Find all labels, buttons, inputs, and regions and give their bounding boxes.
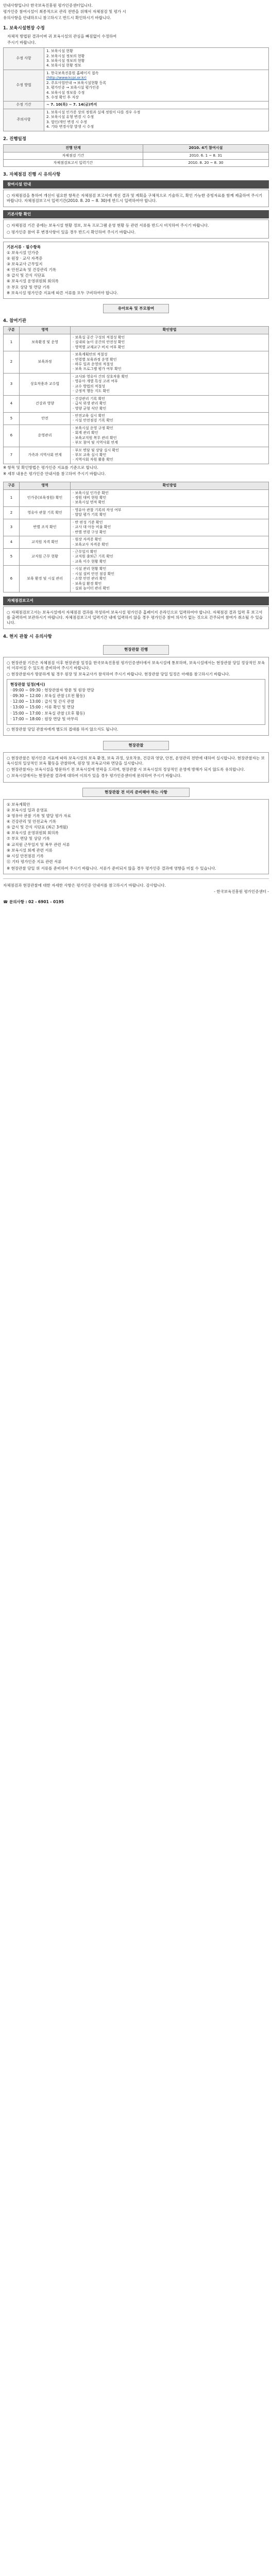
row-line: · 영유아 관찰 기록의 작성 여부 bbox=[73, 507, 122, 512]
list-item: ⑦ 부모 상담 및 면담 기록 bbox=[7, 284, 50, 290]
row-area: 영유아 관찰 기록 확인 bbox=[20, 506, 71, 519]
row-desc bbox=[71, 373, 269, 395]
table-row bbox=[4, 160, 269, 167]
row-line: 4. 보육시설 정보를 수정 bbox=[46, 90, 85, 95]
box-text: ○ 현장관찰은 평가인증 지표에 따라 보육시설의 보육 환경, 보육 과정, 상호작용, 건강과 영양, 안전, 운영관리 전반에 대하여 실시합니다. 현장관찰자는 보육시설의 일상적인 보육 활동을 관찰하며, 원장 및 보육교사와 면담을 실시합니다. bbox=[7, 756, 265, 766]
table-row bbox=[4, 109, 269, 131]
table-row bbox=[4, 70, 269, 101]
table-row bbox=[4, 536, 269, 549]
row-area: 안전 bbox=[20, 412, 71, 425]
list-item: ⑥ 보육시설 운영위원회 회의록 bbox=[7, 279, 59, 284]
row-content bbox=[44, 109, 269, 131]
row-number: 2 bbox=[4, 506, 20, 519]
row-number: 6 bbox=[4, 566, 20, 592]
row-line: 2. 보육시설 유형 변경 시 수정 bbox=[46, 115, 94, 120]
row-line: · 회계 관리 확인 bbox=[73, 431, 98, 435]
table-row bbox=[4, 506, 269, 519]
note: ※ 현장관찰 당일 위 서류를 준비하여 주시기 바랍니다. 서류가 준비되지 않을 경우 평가인증 결과에 영향을 미칠 수 있습니다. bbox=[7, 866, 216, 871]
row-line: · 영양 균형 식단 확인 bbox=[73, 406, 107, 411]
row-desc bbox=[71, 506, 269, 519]
table-row bbox=[4, 447, 269, 464]
schedule-table bbox=[3, 144, 269, 167]
row-line: 1. 보육시설 현황 bbox=[46, 49, 73, 54]
row-area: 보육환경 및 운영 bbox=[20, 334, 71, 351]
info-box bbox=[3, 752, 269, 783]
row-line: 2. 주요사업안내 → 보육시설현황 등록 bbox=[46, 80, 107, 85]
row-line: 4. 기타 변경사항 발생 시 수정 bbox=[46, 125, 94, 129]
row-desc bbox=[71, 425, 269, 447]
notice-page bbox=[0, 0, 272, 909]
row-line: · 교수 방법의 적절성 bbox=[73, 384, 105, 388]
section1-note: 주시기 바랍니다. bbox=[7, 40, 36, 45]
footnote: ※ 세부 내용은 평가인증 안내서를 참고하여 주시기 바랍니다. bbox=[3, 471, 106, 476]
row-line: 3. 법인/개인 변경 시 수정 bbox=[46, 120, 87, 124]
list-item: ⑩ 시설 안전점검 기록 bbox=[7, 853, 44, 858]
info-box bbox=[3, 657, 269, 736]
row-line: · 정원 대비 현원 확인 bbox=[73, 496, 107, 500]
row-line: · 교사와 영유아 간의 상호작용 확인 bbox=[73, 374, 129, 379]
intro-line: 유의사항을 안내하오니 참고하시고 반드시 확인하시기 바랍니다. bbox=[3, 15, 111, 21]
box-heading: 현장관찰 bbox=[103, 741, 169, 750]
section1-note: 자체적 방법된 결과이며 귀 보육시설의 관심을 빠짐없이 수정하여 bbox=[7, 33, 117, 39]
contact-info: ☎ 문의사항 : 02 - 6901 - 0195 bbox=[3, 900, 64, 905]
row-line: · 보육교직원 복무 관리 확인 bbox=[73, 435, 117, 440]
list-item: ② 원장 · 교사 자격증 bbox=[7, 256, 43, 261]
row-line: · 연령별 보육과정 운영 확인 bbox=[73, 357, 117, 362]
row-number: 4 bbox=[4, 395, 20, 412]
row-label: 수정 사항 bbox=[4, 48, 44, 70]
row-line: 4. 보육시설 현황 정보 bbox=[46, 63, 81, 68]
org-signature: - 한국보육진흥원 평가인증센터 - bbox=[214, 889, 269, 894]
row-line: · 하루 일과 운영의 적절성 bbox=[73, 362, 113, 366]
table-cell: 자체점검 기간 bbox=[4, 152, 143, 159]
list-item: ① 보육시설 인가증 bbox=[7, 250, 39, 255]
row-label: 수정 방법 bbox=[4, 70, 44, 101]
box-text: ○ 보육시설에서는 현장관찰 결과에 대하여 이의가 있을 경우 평가인증센터에 문의하여 주시기 바랍니다. bbox=[7, 773, 182, 778]
row-line: · 보육실 환경 확인 bbox=[73, 581, 102, 586]
check-table bbox=[3, 326, 269, 464]
row-area: 인가증(보육정원) 확인 bbox=[20, 489, 71, 506]
table-row bbox=[4, 412, 269, 425]
list-item: · 12:00 ~ 13:00 : 급식 및 간식 관찰 bbox=[10, 699, 75, 704]
table-header-row bbox=[4, 482, 269, 489]
list-item: · 17:00 ~ 18:00 : 원장 면담 및 마무리 bbox=[10, 716, 78, 721]
row-line: · 소방 안전 관리 확인 bbox=[73, 577, 107, 581]
row-desc bbox=[71, 566, 269, 592]
row-desc bbox=[71, 489, 269, 506]
section7-title: 4. 현지 관찰 시 유의사항 bbox=[3, 634, 52, 639]
row-number: 1 bbox=[4, 334, 20, 351]
column-header: 확인방법 bbox=[71, 327, 269, 334]
list-item: ※ 보육시설 평가인증 지표에 따른 서류를 모두 구비하여야 합니다. bbox=[7, 290, 118, 295]
column-header: 구분 bbox=[4, 327, 20, 334]
section1-title: 1. 보육시설현장 수정 bbox=[3, 26, 45, 31]
row-line: 5. 수정 확인 후 저장 bbox=[46, 95, 79, 100]
row-line: · 건강관리 기록 확인 bbox=[73, 396, 105, 401]
row-desc bbox=[71, 519, 269, 536]
box-heading: 기본서류 · 필수항목 bbox=[7, 244, 41, 249]
row-number: 5 bbox=[4, 548, 20, 565]
row-desc bbox=[71, 395, 269, 412]
closing-text: 자체점검과 현장관찰에 대한 자세한 사항은 평가인증 안내서를 참고하시기 바랍니다. 감사합니다. bbox=[3, 883, 166, 888]
row-line: · 교육 이수 현황 확인 bbox=[73, 559, 107, 564]
row-area: 교직원 자격 확인 bbox=[20, 536, 71, 549]
row-line: · 교직원 출퇴근 기록 확인 bbox=[73, 554, 113, 559]
list-item: ⑪ 기타 평가인증 지표 관련 서류 bbox=[7, 859, 62, 864]
row-line: ~ 7. 10(목) ~ 7. 14(금)까지 bbox=[46, 103, 97, 107]
section4-box-title: 유아보육 및 부모참여 bbox=[103, 304, 169, 313]
row-area: 반별 조직 확인 bbox=[20, 519, 71, 536]
schedule-box bbox=[7, 679, 265, 725]
column-header: 영역 bbox=[20, 482, 71, 489]
box-text: ○ 현장관찰 기간은 자체점검 이후 현장관찰 일정을 한국보육진흥원 평가인증센터에서 보육시설에 통보하며, 보육시설에서는 현장관찰 당일 정상적인 보육이 이루어질 수 있도록 준비하여 주시기 바랍니다. bbox=[7, 660, 265, 670]
footnote: ※ 항목 및 확인방법은 평가인증 지표를 기준으로 합니다. bbox=[3, 465, 98, 470]
row-desc bbox=[71, 412, 269, 425]
intro-line: 평가인증 참여시설이 최종적으로 관리 전반을 위해서 자체점검 및 평가 시 bbox=[3, 9, 126, 14]
list-item: ③ 보육교사 근무일지 bbox=[7, 262, 43, 267]
table-row bbox=[4, 48, 269, 70]
list-item: ⑦ 부모 면담 및 상담 기록 bbox=[7, 836, 50, 841]
row-line: · 원장 자격증 확인 bbox=[73, 537, 102, 542]
row-number: 7 bbox=[4, 447, 20, 464]
box-heading: 참여시설 안내 bbox=[3, 180, 269, 189]
box-heading: 기본사항 확인 bbox=[3, 210, 269, 218]
row-desc bbox=[71, 548, 269, 565]
box-heading: 현장관찰 전 미리 준비해야 하는 사항 bbox=[82, 788, 190, 797]
list-item: · 13:00 ~ 15:00 : 서류 확인 및 면담 bbox=[10, 705, 75, 710]
column-header: 진행 단계 bbox=[4, 145, 143, 152]
table-header-row bbox=[4, 327, 269, 334]
row-line: · 교사 대 아동 비율 확인 bbox=[73, 525, 111, 530]
intro-line: 안내사항입니다 한국보육진흥원 평가인증센터입니다. bbox=[3, 3, 93, 8]
row-content bbox=[44, 48, 269, 70]
list-item: ⑥ 보육시설 운영위원회 회의록 bbox=[7, 831, 59, 836]
row-number: 4 bbox=[4, 536, 20, 549]
list-item: ④ 건강관리 및 안전교육 기록 bbox=[7, 819, 56, 824]
row-line: 2. 보육시설 정보의 현황 bbox=[46, 54, 85, 58]
row-line: · 실내외 놀이 공간의 안전성 확인 bbox=[73, 340, 125, 345]
row-line: · 보육시설 운영 규정 확인 bbox=[73, 426, 113, 430]
row-line: · 영유아 개별 특성 고려 여부 bbox=[73, 379, 118, 384]
table-cell: 자체점검보고서 입력기간 bbox=[4, 160, 143, 167]
box-text: ○ 자체점검보고서는 보육시설에서 자체점검 결과를 작성하여 보육시설 평가인증 홈페이지 온라인으로 입력하여야 합니다. 자체점검 결과 입력 후 보고서를 출력하여 보관하시기 바랍니다. 자체점검보고서 입력기간 내에 입력하지 않을 경우 평가인증 참여 의사가 없는 것으로 간주되어 참여가 취소될 수 있습니다. bbox=[7, 609, 263, 625]
row-line: · 안전교육 실시 확인 bbox=[73, 413, 105, 418]
list-item: ⑤ 급식 및 간식 식단표 (최근 3개월) bbox=[7, 825, 68, 830]
box-text: ○ 현장관찰자가 방문하게 될 경우 원장 및 보육교사가 참석하여 주시기 바랍니다. 현장관찰 당일 일정은 아래를 참고하시기 바랍니다. bbox=[7, 671, 230, 676]
row-number: 3 bbox=[4, 373, 20, 395]
row-line: · 보육실 공간 구성의 적절성 확인 bbox=[73, 335, 125, 340]
section4-title: 4. 참여기관 bbox=[3, 318, 26, 324]
list-item: ④ 안전교육 및 건강관리 기록 bbox=[7, 267, 56, 273]
row-number: 3 bbox=[4, 519, 20, 536]
row-number: 2 bbox=[4, 351, 20, 374]
row-line: · 보육교사 자격증 확인 bbox=[73, 542, 109, 547]
section2-title: 2. 진행일정 bbox=[3, 136, 26, 142]
row-area: 보육과정 bbox=[20, 351, 71, 374]
row-content bbox=[44, 70, 269, 101]
row-line: · 보육 프로그램 평가 여부 확인 bbox=[73, 367, 122, 371]
row-line: · 영역별 교재교구 비치 여부 확인 bbox=[73, 345, 125, 349]
column-header: 확인방법 bbox=[71, 482, 269, 489]
section3-title: 3. 자체점검 진행 시 유의사항 bbox=[3, 172, 61, 178]
row-line: · 보육계획안의 적절성 bbox=[73, 352, 108, 357]
row-line: · 긍정적 행동 지도 확인 bbox=[73, 389, 110, 394]
box-text: ○ 자체점검 기간 중에는 보육시설 현황 정보, 보육 프로그램 운영 현황 등 관련 서류를 반드시 비치하여 주시기 바랍니다. bbox=[7, 223, 209, 228]
row-line: · 부모 참여 및 지역사회 연계 bbox=[73, 440, 118, 445]
row-line: · 반 편성 기준 확인 bbox=[73, 520, 103, 524]
row-content bbox=[44, 101, 269, 109]
box-heading: 자체점검보고서 bbox=[3, 597, 269, 605]
list-item: ⑨ 보육시설 회계 관련 서류 bbox=[7, 848, 53, 853]
row-line: · 실외 놀이터 관리 확인 bbox=[73, 586, 110, 590]
row-line: 1. 보육시설 인가증 상의 정원과 실제 정원이 다를 경우 수정 bbox=[46, 110, 141, 114]
row-line: · 지역사회 자원 활용 확인 bbox=[73, 457, 113, 462]
row-desc bbox=[71, 351, 269, 374]
row-line: · 근무일지 확인 bbox=[73, 549, 97, 554]
row-line: 3. 보육시설 정보의 현황 bbox=[46, 58, 85, 63]
info-box bbox=[3, 606, 269, 629]
row-line: · 부모 면담 및 상담 실시 확인 bbox=[73, 448, 119, 452]
list-item: · 09:00 ~ 09:30 : 현장관찰자 방문 및 원장 면담 bbox=[10, 688, 94, 693]
row-number: 1 bbox=[4, 489, 20, 506]
prep-list-box bbox=[3, 799, 269, 875]
row-area: 상호작용과 교수법 bbox=[20, 373, 71, 395]
table-row bbox=[4, 373, 269, 395]
row-line: · 시설 관리 현황 확인 bbox=[73, 567, 107, 571]
row-line: · 보육시설 면적 확인 bbox=[73, 500, 105, 505]
row-line: · 보육시설 인가증 확인 bbox=[73, 490, 109, 495]
section1-table bbox=[3, 47, 269, 131]
column-header: 2010. 4기 참여시설 bbox=[143, 145, 268, 152]
column-header: 영역 bbox=[20, 327, 71, 334]
table-row bbox=[4, 548, 269, 565]
table-row bbox=[4, 519, 269, 536]
table-cell: 2010. 8. 20 ~ 8. 30 bbox=[143, 160, 268, 167]
list-item: ⑧ 교직원 근무일지 및 복무 관련 서류 bbox=[7, 842, 70, 847]
row-line: 1. 한국보육진흥원 홈페이지 접속 bbox=[46, 71, 99, 75]
row-desc bbox=[71, 334, 269, 351]
row-area: 보육 환경 및 시설 관리 bbox=[20, 566, 71, 592]
row-number: 6 bbox=[4, 425, 20, 447]
table-cell: 2010. 6. 1 ~ 8. 31 bbox=[143, 152, 268, 159]
row-area: 운영관리 bbox=[20, 425, 71, 447]
table-row bbox=[4, 351, 269, 374]
info-box bbox=[3, 219, 269, 238]
list-item: ② 보육시설 일과 운영표 bbox=[7, 807, 48, 812]
table-row bbox=[4, 101, 269, 109]
row-label: 수정 기간 bbox=[4, 101, 44, 109]
row-line: 3. 평가인증 → 보육시설 평가인증 bbox=[46, 86, 99, 90]
check-table-2 bbox=[3, 482, 269, 592]
row-area: 건강과 영양 bbox=[20, 395, 71, 412]
box-text: ○ 평가인증 참여 후 변경사항이 있을 경우 반드시 확인하여 주시기 바랍니다. bbox=[7, 229, 136, 234]
column-header: 구분 bbox=[4, 482, 20, 489]
box-heading: 현장관찰 진행 bbox=[103, 645, 169, 654]
box-text: ○ 현장관찰 당일 관찰자에게 별도의 접대를 하지 않으셔도 됩니다. bbox=[7, 726, 118, 732]
info-box bbox=[3, 190, 269, 207]
table-row bbox=[4, 489, 269, 506]
row-line: · 시설 설비 안전 점검 확인 bbox=[73, 571, 114, 576]
row-line: · 부모 교육 실시 확인 bbox=[73, 453, 107, 457]
table-row bbox=[4, 334, 269, 351]
row-desc bbox=[71, 536, 269, 549]
list-item: ③ 영유아 관찰 기록 및 발달 평가 자료 bbox=[7, 813, 71, 818]
box-text: ○ 자체점검을 통하여 개선이 필요한 항목은 자체점검 보고서에 개선 결과 및 계획을 구체적으로 기술하고, 확인 가능한 증빙자료를 함께 제출하여 주시기 바랍니다. 자체점검보고서 입력기간(2010. 8. 20 ~ 8. 30)에 반드시 입력하여야 합니다. bbox=[7, 193, 263, 204]
table-row bbox=[4, 152, 269, 159]
row-number: 5 bbox=[4, 412, 20, 425]
row-area: 가족과 지역사회 연계 bbox=[20, 447, 71, 464]
row-desc bbox=[71, 447, 269, 464]
list-item: · 15:00 ~ 17:00 : 보육실 관찰 (오후 활동) bbox=[10, 710, 85, 716]
intro-text bbox=[3, 3, 269, 21]
row-line: · 반별 연령 구성 확인 bbox=[73, 530, 107, 534]
table-row bbox=[4, 395, 269, 412]
list-item: ① 보육계획안 bbox=[7, 802, 30, 807]
table-row bbox=[4, 425, 269, 447]
list-item: · 09:30 ~ 12:00 : 보육실 관찰 (오전 활동) bbox=[10, 693, 85, 699]
row-label: 주의사항 bbox=[4, 109, 44, 131]
row-area: 교직원 근무 현황 bbox=[20, 548, 71, 565]
list-item: ⑤ 급식 및 간식 식단표 bbox=[7, 273, 45, 278]
row-line: · 발달 평가 기록 확인 bbox=[73, 513, 107, 517]
box-text: ○ 현장관찰자는 보육시설을 방문하기 전 보육시설에 연락을 드리며, 현장관찰 시 보육시설의 정상적인 운영에 방해가 되지 않도록 유의합니다. bbox=[7, 767, 245, 772]
row-line: · 급식 위생 관리 확인 bbox=[73, 401, 107, 406]
required-docs-box bbox=[3, 242, 269, 299]
table-row bbox=[4, 566, 269, 592]
schedule-heading: 현장관찰 일정(예시) bbox=[10, 682, 45, 687]
table-header-row bbox=[4, 145, 269, 152]
row-line: · 시설 안전점검 기록 확인 bbox=[73, 418, 113, 423]
homepage-link[interactable]: (http://www.kcpi.or.kr) bbox=[46, 76, 87, 80]
